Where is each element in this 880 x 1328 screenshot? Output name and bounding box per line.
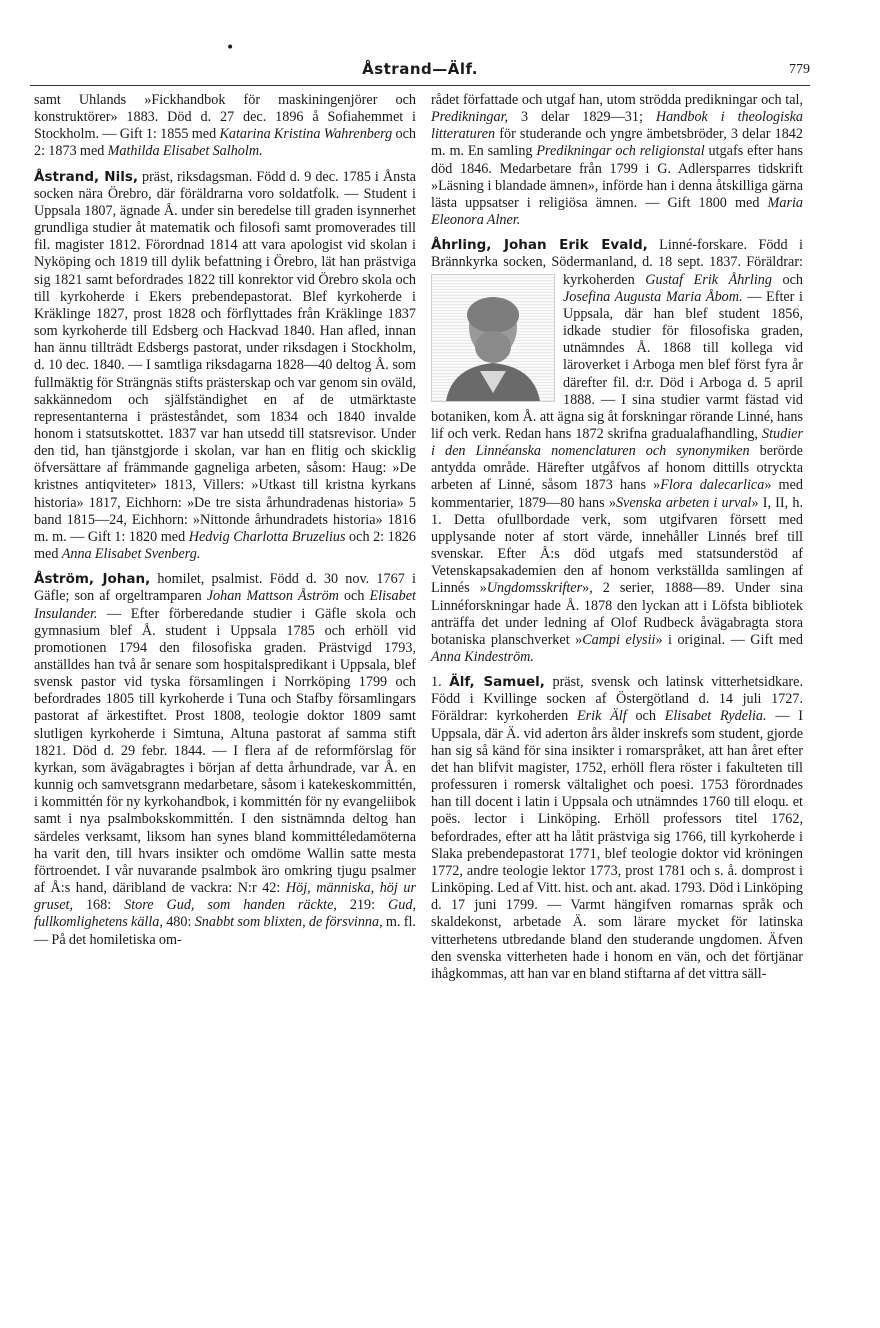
entry-headword: Åström, Johan, (34, 571, 151, 588)
text-run: » med kommentarier, 1879—80 hans » (431, 477, 803, 511)
italic-name: Josefina Augusta Maria Åbom. (563, 288, 743, 305)
portrait-icon (432, 275, 554, 401)
text-run: 219: (336, 897, 389, 914)
entry-astrand-nils (34, 169, 416, 564)
text-run: — Efter förberedande studier i Gäfle skola och gymnasium blef Å. student i Uppsala 1785 och erhöll vid promotionen 1794 den filosofiska graden. Prästvigd 1793, anställdes han två år senare som hospitalspredikant i Uppsala, blef svensk pastor vid tyska församlingen i Norrköping 1799 och befordrades 1805 till kyrkoherde i Tuna och Stafby församlingars pastorat af ärkestiftet. Prost 1808, teologie doktor 1809 samt slutligen kyrkoherde i Simtuna, Altuna pastorat af samma stift 1821. Död d. 29 febr. 1844. — I flera af de reformförslag för kyrkan, som ävägabragtes i början af detta århundrade, var Å. en kunnig och samvetsgrann medarbetare, såsom i katekeskommittén, i kommittén för ny kyrkohandbok, i kommittén för ny evangeliibok samt i nya psalmbokskommittén. I den sistnämnda deltog han särdeles verksamt, liksom han synes bland kommittéledamöterna ha varit den, till hvars insikter och omdöme Wallin satte mesta förtroendet. I vår nuvarande psalmbok äro omkring tjugu psalmer af Å:s hand, däribland de vackra: N:r 42: (34, 605, 416, 897)
italic-name: Anna Kindeström. (431, 649, 534, 665)
entry-headword: Åhrling, Johan Erik Evald, (431, 237, 648, 254)
text-run: och 2: 1826 med (34, 528, 416, 563)
text-run: » I, II, h. 1. Detta ofullbordade verk, som utgifvaren försett med upplysande noter af stort värde, innehåller Linnés bref till svenskar. Efter Å:s död utgafs med statsunderstöd af Vetenskapsakademien den af honom verkställda samlingen af Linnés » (431, 494, 803, 597)
italic-title: Predikningar och religionstal (536, 143, 705, 160)
italic-name: Mathilda Elisabet Salholm. (107, 143, 263, 160)
text-run: — Efter i Uppsala, där han blef student 1856, idkade studier för filosofiska graden, utnämndes Å. 1868 till kollega vid läroverket i Arboga men blef först fyra år därefter fil. d:r. Död i Arboga d. 5 april 1888. — I sina studier varmt fästad vid botaniken, kom Å. att ägna sig åt forskningar rörande Linné, hans lif och verk. Redan hans 1872 skrifna gradualafhandling, (431, 288, 803, 442)
entry-headword: Åstrand, Nils, (34, 168, 138, 185)
ink-dot: • (226, 40, 235, 56)
italic-title: Snabbt som blixten, de försvinna, (194, 914, 383, 931)
text-run: samt Uhlands »Fickhandbok för maskiningenjörer och konstruktörer» 1883. Död d. 27 dec. 1896 å Sofiahemmet i Stockholm. — Gift 1: 1855 med (34, 92, 416, 143)
italic-name: Elisabet Insulander. (34, 588, 416, 622)
text-run: präst, riksdagsman. Född d. 9 dec. 1785 i Ånsta socken nära Örebro, där föräldrarna voro soldatfolk. — Student i Uppsala 1807, ägnade Å. under sin beredelse till graden isynnerhet grundliga studier åt matematik och filosofi samt promoverades till fil. magister 1812. Förordnad 1814 att vara apologist vid skolan i Nyköping och 1819 till dylik befattning i Örebro, lät han prästviga sig 1821 samt befordrades 1822 till konrektor vid Örebro skola och till kyrkoherde i Ekers prebendepastorat. Blef kyrkoherde i Kräklinge 1827, prost 1828 och förflyttades från Kräklinge 1837 som kyrkoherde till Edsberg och Hackvad 1840. Han afled, innan han ännu tillträdt Edsbergs pastorat, under riksdagen i Stockholm, d. 10 dec. 1840. — I samtliga riksdagarna 1828—40 deltog Å. som fullmäktig för Strängnäs stifts prästerskap och var genom sin oväld, sakkännedom och själfständighet en af de utmärktaste representanterna i prästeståndet, som 1834 och 1840 invalde honom i statsutskottet. 1837 var han utsedd till statsrevisor. Under den tid, han tjänstgjorde i skolan, var han en flitig och skicklig öfversättare af främmande gagneliga arbeten, såsom: Haug: »De kristnes antiqviteter» 1813, Villers: »Utkast till kristna kyrkans historia» 1817, Eichhorn: »De tre sista århundradenas historia» 5 band 1815—24, Eichhorn: »Nittonde århundradets historia» 1816 m. m. — Gift 1: 1820 med (34, 168, 416, 545)
italic-name: Katarina Kristina Wahrenberg (219, 126, 393, 143)
italic-title: Flora dalecarlica (660, 477, 765, 494)
text-run: 480: (162, 914, 195, 931)
italic-title: Höj, människa, höj ur gruset, (34, 880, 416, 914)
italic-title: Predikningar, (431, 109, 509, 126)
text-run: » i original. — Gift med (655, 631, 804, 648)
running-head: Åstrand—Älf. (362, 60, 478, 78)
entry-astrom-johan (34, 571, 416, 948)
text-run: för studerande och yngre ämbetsbröder, 3 delar 1842 m. m. En samling (431, 126, 803, 160)
header-rule (30, 85, 810, 86)
italic-name: Erik Älf (576, 708, 627, 725)
italic-title: Ungdomsskrifter (486, 580, 583, 597)
text-run: — I Uppsala, där Ä. vid aderton års ålder inskrefs som student, gjorde han sig så känd för sina insikter i romarspråket, att han året efter det han blifvit magister, 1752, erhöll flera röster i fakulteten till professuren i romersk vältalighet och poesi. 1753 förordnades han till docent i latin i Uppsala och utnämndes 1760 till eloqu. et poës. lector i Linköping. Erhöll professors titel 1762, befordrades, efter att ha låtit prästviga sig 1766, till kyrkoherde i Slaka prebendepastorat 1771, blef teologie doktor vid kröningen 1772, andre teologie lektor 1773, prost 1781 och s. å. domprost i Linköping. Led af Vitt. hist. och ant. akad. 1793. Död i Linköping d. 17 juni 1799. — Varmt hängifven romarnas språk och skaldekonst, arbetade Ä. som lärare mycket för latinska vitterhetens utbredande bland den studerande ungdomen. Äfven den svenska vitterheten hade i honom en vän, och det förtjänar ihågkommas, att han var en bland stiftarna af det vittra säll- (431, 708, 803, 982)
entry-number: 1. (431, 674, 450, 691)
entry-astrom-continuation (431, 92, 803, 229)
italic-name: Maria Eleonora Alner. (431, 194, 803, 229)
text-run: homilet, psalmist. Född d. 30 nov. 1767 i Gäfle; son af orgeltramparen (34, 571, 416, 605)
italic-title: Studier i den Linnéanska nomenclaturen och synonymiken (431, 425, 803, 460)
right-column (431, 92, 803, 983)
italic-title: Svenska arbeten i urval (615, 494, 752, 511)
portrait-image (431, 274, 555, 402)
italic-title: Store Gud, som handen räckte, (124, 897, 337, 914)
entry-continuation (34, 92, 416, 161)
italic-title: Gud, fullkomlighetens källa, (34, 897, 417, 931)
left-column (34, 92, 416, 949)
text-run: 168: (73, 897, 125, 914)
text-run: och (771, 271, 803, 288)
entry-headword: Älf, Samuel, (449, 674, 545, 691)
italic-name: Hedvig Charlotta Bruzelius (188, 528, 346, 545)
italic-name: Elisabet Rydelia. (664, 708, 767, 725)
text-run: och 2: 1873 med (34, 126, 417, 160)
page-number: 779 (789, 62, 810, 77)
text-run: Linné-forskare. Född i Brännkyrka socken, Södermanland, d. 18 sept. 1837. Föräldrar: kyrkoherden (431, 237, 803, 288)
italic-name: Anna Elisabet Svenberg. (61, 546, 201, 563)
text-run: utgafs efter hans död 1846. Medarbetare från 1799 i G. Adlersparres tidskrift »Läsning i blandade ämnen», införde han i denna åtskilliga gärna lästa uppsatser i religiösa ämnen. — Gift 1800 med (431, 143, 803, 211)
text-run: », 2 serier, 1888—89. Under sina Linnéforskningar hade Å. 1878 den lyckan att i Löfsta bibliotek anträffa det under ledning af Olof Rudbeck åvägabragta stora botaniska planschverket » (431, 580, 803, 648)
text-run: och (338, 588, 370, 605)
entry-ahrling (431, 237, 803, 666)
entry-alf-samuel (431, 674, 803, 983)
italic-name: Johan Mattson Åström (206, 588, 339, 605)
page-header (30, 60, 810, 82)
text-run: berörde antydda område. Härefter utgåfvos af honom dittills otryckta arbeten af Linné, såsom 1873 hans » (431, 443, 803, 494)
text-run: präst, svensk och latinsk vitterhetsidkare. Född i Kvillinge socken af Östergötland d. 14 juli 1727. Föräldrar: kyrkoherden (431, 674, 803, 725)
italic-name: Gustaf Erik Åhrling (645, 271, 772, 288)
italic-title: Campi elysii (582, 631, 656, 648)
text-run: och (626, 708, 665, 725)
text-run: 3 delar 1829—31; (508, 109, 656, 126)
text-run: m. fl. — På det homiletiska om- (34, 914, 416, 948)
italic-title: Handbok i theologiska litteraturen (431, 109, 803, 143)
text-run: rådet författade och utgaf han, utom strödda predikningar och tal, (431, 92, 803, 108)
